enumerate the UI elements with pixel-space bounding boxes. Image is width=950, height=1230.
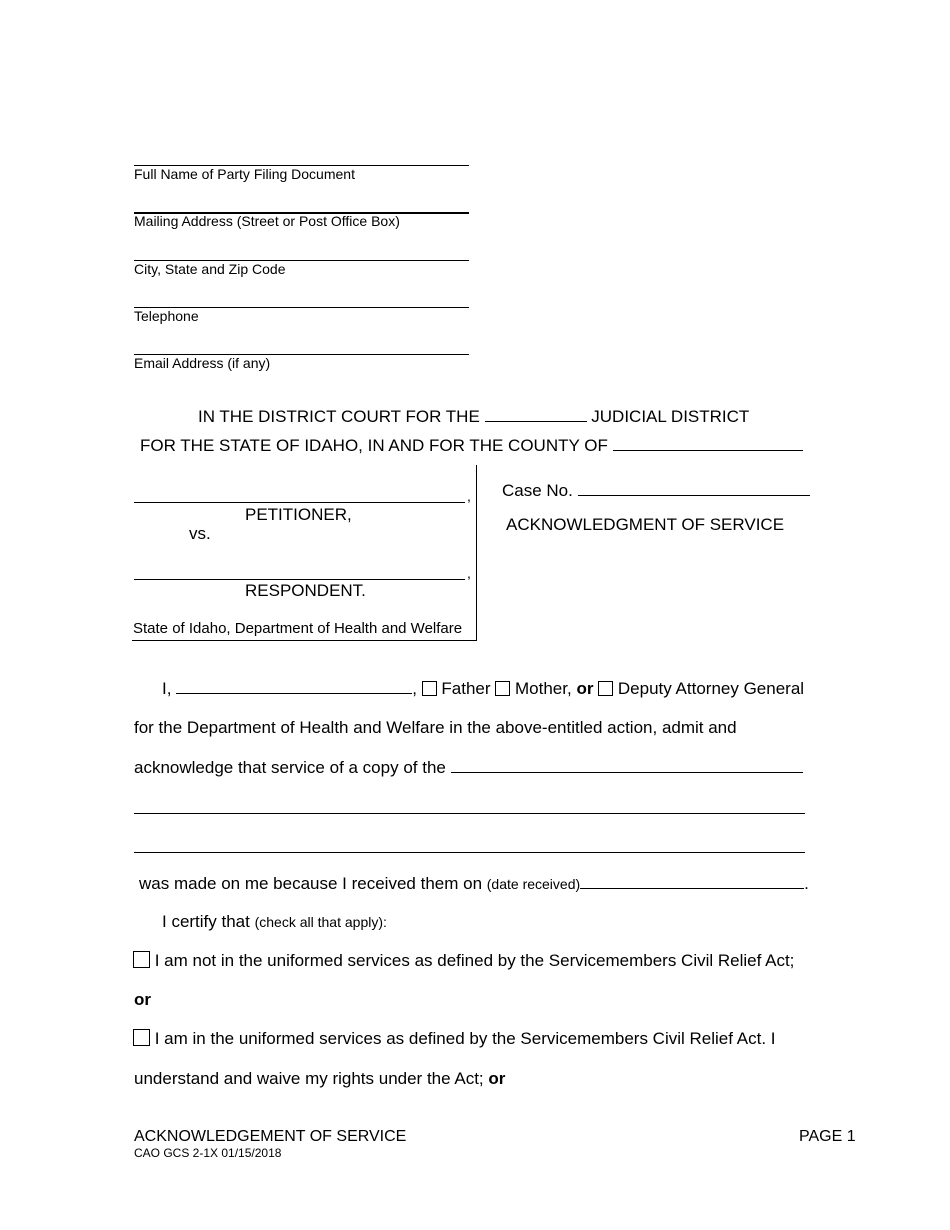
option2-row: [133, 1029, 776, 1049]
judicial-district-blank[interactable]: [485, 407, 587, 422]
county-blank[interactable]: [613, 436, 803, 451]
received-prefix: was made on me because I received them on: [139, 874, 483, 893]
page-number: PAGE 1: [799, 1128, 856, 1145]
mailing-address-label: Mailing Address (Street or Post Office Box): [134, 213, 400, 229]
case-number-blank[interactable]: [578, 481, 810, 496]
footer-title: ACKNOWLEDGEMENT OF SERVICE: [134, 1128, 407, 1145]
petitioner-name-line[interactable]: [134, 502, 465, 503]
identity-comma: ,: [412, 679, 417, 698]
mother-label: Mother,: [515, 679, 572, 698]
court-line1-prefix: IN THE DISTRICT COURT FOR THE: [198, 407, 480, 426]
option2-line2-row: [134, 1069, 505, 1089]
respondent-comma: ,: [467, 565, 471, 581]
date-received-hint: (date received): [486, 876, 581, 892]
option2-or: or: [488, 1069, 506, 1088]
court-heading-line1: [198, 407, 749, 427]
deputy-attorney-checkbox[interactable]: [598, 681, 613, 696]
full-name-label: Full Name of Party Filing Document: [134, 166, 355, 182]
caption-bottom-line: [132, 640, 477, 641]
document-name-blank-3[interactable]: [134, 852, 805, 853]
agency-label: State of Idaho, Department of Health and Welfare: [133, 620, 463, 637]
not-uniformed-checkbox[interactable]: [133, 951, 150, 968]
caption-divider: [476, 465, 477, 640]
petitioner-comma: ,: [467, 488, 471, 504]
case-no-label: Case No.: [502, 481, 573, 500]
option2-label-line1: I am in the uniformed services as defined by the Servicemembers Civil Relief Act. I: [154, 1029, 776, 1048]
date-received-blank[interactable]: [580, 874, 804, 889]
telephone-label: Telephone: [134, 308, 199, 324]
body-line2: for the Department of Health and Welfare in the above-entitled action, admit and: [134, 718, 737, 737]
mother-checkbox[interactable]: [495, 681, 510, 696]
body-line3-text: acknowledge that service of a copy of the: [134, 758, 446, 777]
identity-row: [162, 679, 804, 699]
father-label: Father: [441, 679, 491, 698]
email-label: Email Address (if any): [134, 355, 271, 371]
court-line2-text: FOR THE STATE OF IDAHO, IN AND FOR THE COUNTY OF: [140, 436, 608, 455]
or-separator: or: [134, 990, 151, 1009]
respondent-label: RESPONDENT.: [245, 581, 366, 600]
received-period: .: [804, 874, 809, 893]
body-line3: [134, 758, 803, 778]
i-prefix: I,: [162, 679, 172, 698]
certify-label: I certify that: [162, 912, 250, 931]
uniformed-checkbox[interactable]: [133, 1029, 150, 1046]
respondent-name-line[interactable]: [134, 579, 465, 580]
case-number-row: [502, 481, 810, 501]
deputy-attorney-label: Deputy Attorney General: [617, 679, 805, 698]
option1-row: [133, 951, 794, 971]
city-state-zip-label: City, State and Zip Code: [134, 261, 286, 277]
court-line1-suffix: JUDICIAL DISTRICT: [591, 407, 750, 426]
signer-name-blank[interactable]: [176, 679, 412, 694]
received-row: [139, 874, 809, 894]
option1-label: I am not in the uniformed services as defined by the Servicemembers Civil Relief Act;: [154, 951, 795, 970]
document-title: ACKNOWLEDGMENT OF SERVICE: [506, 515, 785, 534]
document-name-blank-2[interactable]: [134, 813, 805, 814]
check-all-hint: (check all that apply):: [254, 914, 387, 930]
vs-label: vs.: [189, 524, 211, 543]
option2-label-line2: understand and waive my rights under the Act;: [134, 1069, 484, 1088]
court-heading-line2: [140, 436, 803, 456]
footer-code: CAO GCS 2-1X 01/15/2018: [134, 1146, 282, 1160]
petitioner-label: PETITIONER,: [245, 505, 352, 524]
or-label: or: [576, 679, 594, 698]
certify-row: [162, 912, 387, 932]
father-checkbox[interactable]: [422, 681, 437, 696]
document-name-blank[interactable]: [451, 758, 803, 773]
